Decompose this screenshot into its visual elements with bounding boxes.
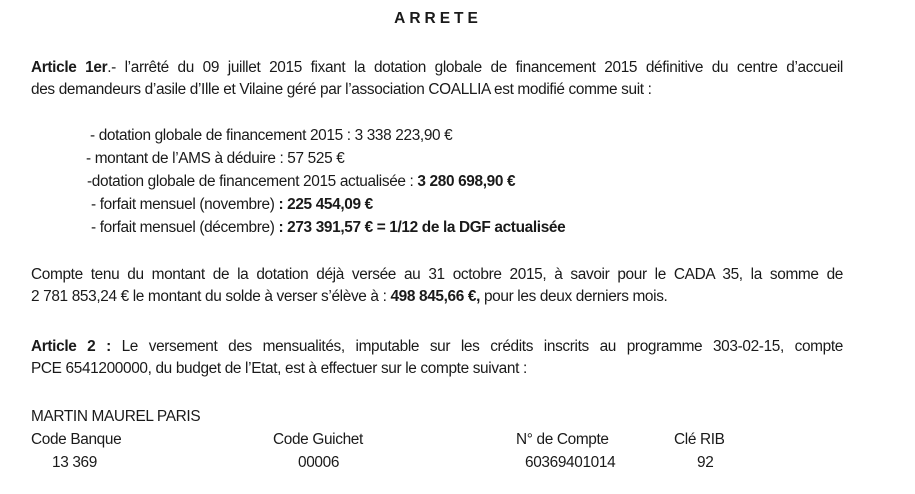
article-2-label: Article 2 : [31, 338, 111, 355]
compte-tenu-paragraph [31, 264, 843, 308]
list-item: - dotation globale de financement 2015 : 3 338 223,90 € [90, 127, 453, 144]
article-1-label: Article 1er [31, 59, 108, 76]
document-title: ARRETE [394, 10, 482, 27]
compte-tenu-line-2: 2 781 853,24 € le montant du solde à verser s’élève à : 498 845,66 €, pour les deux derniers mois. [31, 288, 668, 305]
bank-name: MARTIN MAUREL PARIS [31, 408, 201, 425]
article-1-paragraph [31, 57, 843, 101]
header-code-banque: Code Banque [31, 431, 122, 448]
list-item: - forfait mensuel (novembre) : 225 454,09 € [91, 196, 373, 213]
article-1-text-1: .- l’arrêté du 09 juillet 2015 fixant la dotation globale de financement 2015 définitive du centre d’accueil [107, 59, 843, 76]
list-item: - forfait mensuel (décembre) : 273 391,57 € = 1/12 de la DGF actualisée [91, 219, 566, 236]
article-2-line-1: Article 2 : Le versement des mensualités, imputable sur les crédits inscrits au programme 303-02-15, compte [31, 338, 843, 355]
value-numero-compte: 60369401014 [525, 454, 616, 471]
compte-tenu-line-1: Compte tenu du montant de la dotation déjà versée au 31 octobre 2015, à savoir pour le CADA 35, la somme de [31, 266, 843, 283]
header-code-guichet: Code Guichet [273, 431, 363, 448]
header-numero-compte: N° de Compte [516, 431, 609, 448]
article-1-line-1 [31, 57, 843, 79]
value-code-banque: 13 369 [52, 454, 97, 471]
value-cle-rib: 92 [697, 454, 714, 471]
list-item: -dotation globale de financement 2015 actualisée : 3 280 698,90 € [87, 173, 516, 190]
article-2-paragraph [31, 336, 843, 380]
article-1-text-2: des demandeurs d’asile d’Ille et Vilaine géré par l’association COALLIA est modifié comme suit : [31, 81, 652, 98]
list-item: - montant de l’AMS à déduire : 57 525 € [86, 150, 345, 167]
article-2-line-2: PCE 6541200000, du budget de l’Etat, est à effectuer sur le compte suivant : [31, 360, 527, 377]
header-cle-rib: Clé RIB [674, 431, 725, 448]
value-code-guichet: 00006 [298, 454, 340, 471]
